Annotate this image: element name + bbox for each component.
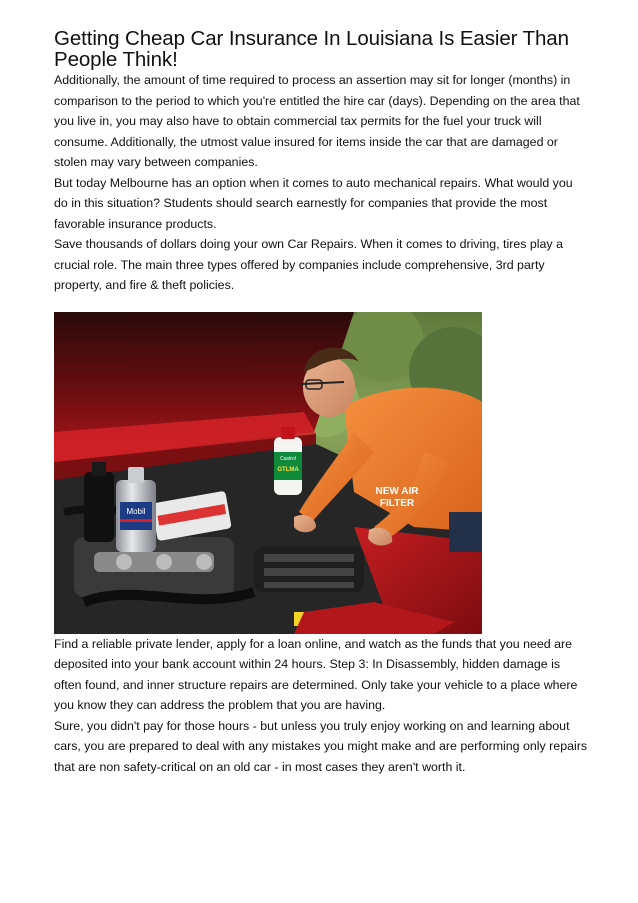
- paragraph-1: Additionally, the amount of time required to process an assertion may sit for longer (months) in comparison to the period to which you're entitled the hire car (days). Depending on the area that you live in, you may also have to obtain commercial tax permits for the fuel your truck will consume. Additionally, the utmost value insured for items inside the car that are damaged or stolen may vary between companies.: [54, 73, 580, 169]
- photo-caption-line2: FILTER: [379, 497, 415, 509]
- paragraph-2: But today Melbourne has an option when it comes to auto mechanical repairs. What would you do in this situation? Students should search earnestly for companies that provide the most favorable insurance products.: [54, 175, 573, 231]
- paragraph-5: Sure, you didn't pay for those hours - but unless you truly enjoy working on and learning about cars, you are prepared to deal with any mistakes you might make and are performing only repairs that are non safety-critical on an old car - in most cases they aren't worth it.: [54, 718, 588, 774]
- fluid-product-label: GTLMA: [277, 466, 299, 473]
- fluid-brand-label: Castrol: [280, 455, 296, 462]
- paragraph-4: Find a reliable private lender, apply for a loan online, and watch as the funds that you need are deposited into your bank account within 24 hours. Step 3: In Disassembly, hidden damage is often found, and inner structure repairs are determined. Only take your vehicle to a place where you know they can address the problem that you are having.: [54, 636, 578, 712]
- article: [54, 28, 588, 777]
- photo-illustration: [54, 312, 482, 634]
- paragraph-3: Save thousands of dollars doing your own Car Repairs. When it comes to driving, tires play a crucial role. The main three types offered by companies include comprehensive, 3rd party property, and fire & theft policies.: [54, 237, 563, 292]
- oil-bottle-dark: [84, 472, 114, 542]
- photo-caption-line1: NEW AIR: [375, 485, 419, 497]
- oil-brand-label: Mobil: [126, 506, 146, 516]
- car-repair-photo: [54, 312, 482, 634]
- article-title: Getting Cheap Car Insurance In Louisiana Is Easier Than People Think!: [54, 27, 569, 71]
